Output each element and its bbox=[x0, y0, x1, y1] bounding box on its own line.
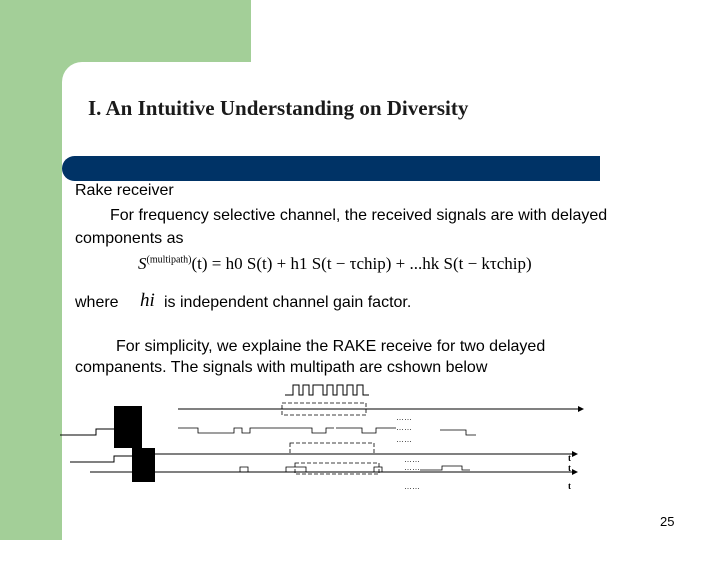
simplicity-line-1: For simplicity, we explaine the RAKE receive for two delayed bbox=[116, 338, 546, 355]
equation-rhs: (t) = h0 S(t) + h1 S(t − τchip) + ...hk S(t − kτchip) bbox=[191, 254, 532, 273]
slide-title: I. An Intuitive Understanding on Diversity bbox=[88, 96, 469, 120]
time-axis-3-arrowhead bbox=[572, 469, 578, 475]
where-symbol-text: hi bbox=[140, 290, 155, 311]
content-card bbox=[62, 62, 720, 582]
equation-lhs: S bbox=[138, 254, 147, 273]
ellipsis-3: …… bbox=[396, 435, 412, 444]
simplicity-line-2: companents. The signals with multipath are cshown below bbox=[75, 359, 488, 376]
ellipsis-6: …… bbox=[404, 482, 420, 491]
signal-baseline-left-2 bbox=[70, 456, 132, 462]
page-number: 25 bbox=[660, 514, 675, 529]
signal-block-lower bbox=[132, 448, 155, 482]
time-label-1: t bbox=[568, 453, 571, 463]
signal-block-upper bbox=[114, 406, 142, 448]
multipath-equation bbox=[138, 254, 532, 274]
time-label-2: t bbox=[568, 463, 571, 473]
where-prefix: where bbox=[75, 294, 119, 311]
equation-lhs-superscript: (multipath) bbox=[146, 254, 192, 266]
body-line-1: For frequency selective channel, the received signals are with delayed bbox=[110, 207, 608, 224]
where-suffix: is independent channel gain factor. bbox=[164, 294, 412, 311]
time-label-3: t bbox=[568, 481, 571, 491]
ellipsis-2: …… bbox=[396, 423, 412, 432]
time-axis-2-arrowhead bbox=[572, 451, 578, 457]
ellipsis-5: …… bbox=[404, 463, 420, 472]
multipath-signal-diagram bbox=[0, 380, 720, 500]
where-symbol bbox=[140, 290, 155, 312]
dashed-pulse-box-2 bbox=[290, 443, 374, 454]
ellipsis-1: …… bbox=[396, 413, 412, 422]
signal-baseline-left-1 bbox=[60, 429, 114, 435]
body-line-2: components as bbox=[75, 230, 184, 247]
chip-pulse-train-upper bbox=[285, 385, 369, 395]
title-underline-bar bbox=[62, 156, 600, 181]
section-heading: Rake receiver bbox=[75, 182, 174, 199]
pulse-row-3 bbox=[212, 467, 314, 472]
time-axis-1-arrowhead bbox=[578, 406, 584, 412]
pulse-row-1 bbox=[178, 428, 334, 433]
ellipsis-4: …… bbox=[404, 455, 420, 464]
